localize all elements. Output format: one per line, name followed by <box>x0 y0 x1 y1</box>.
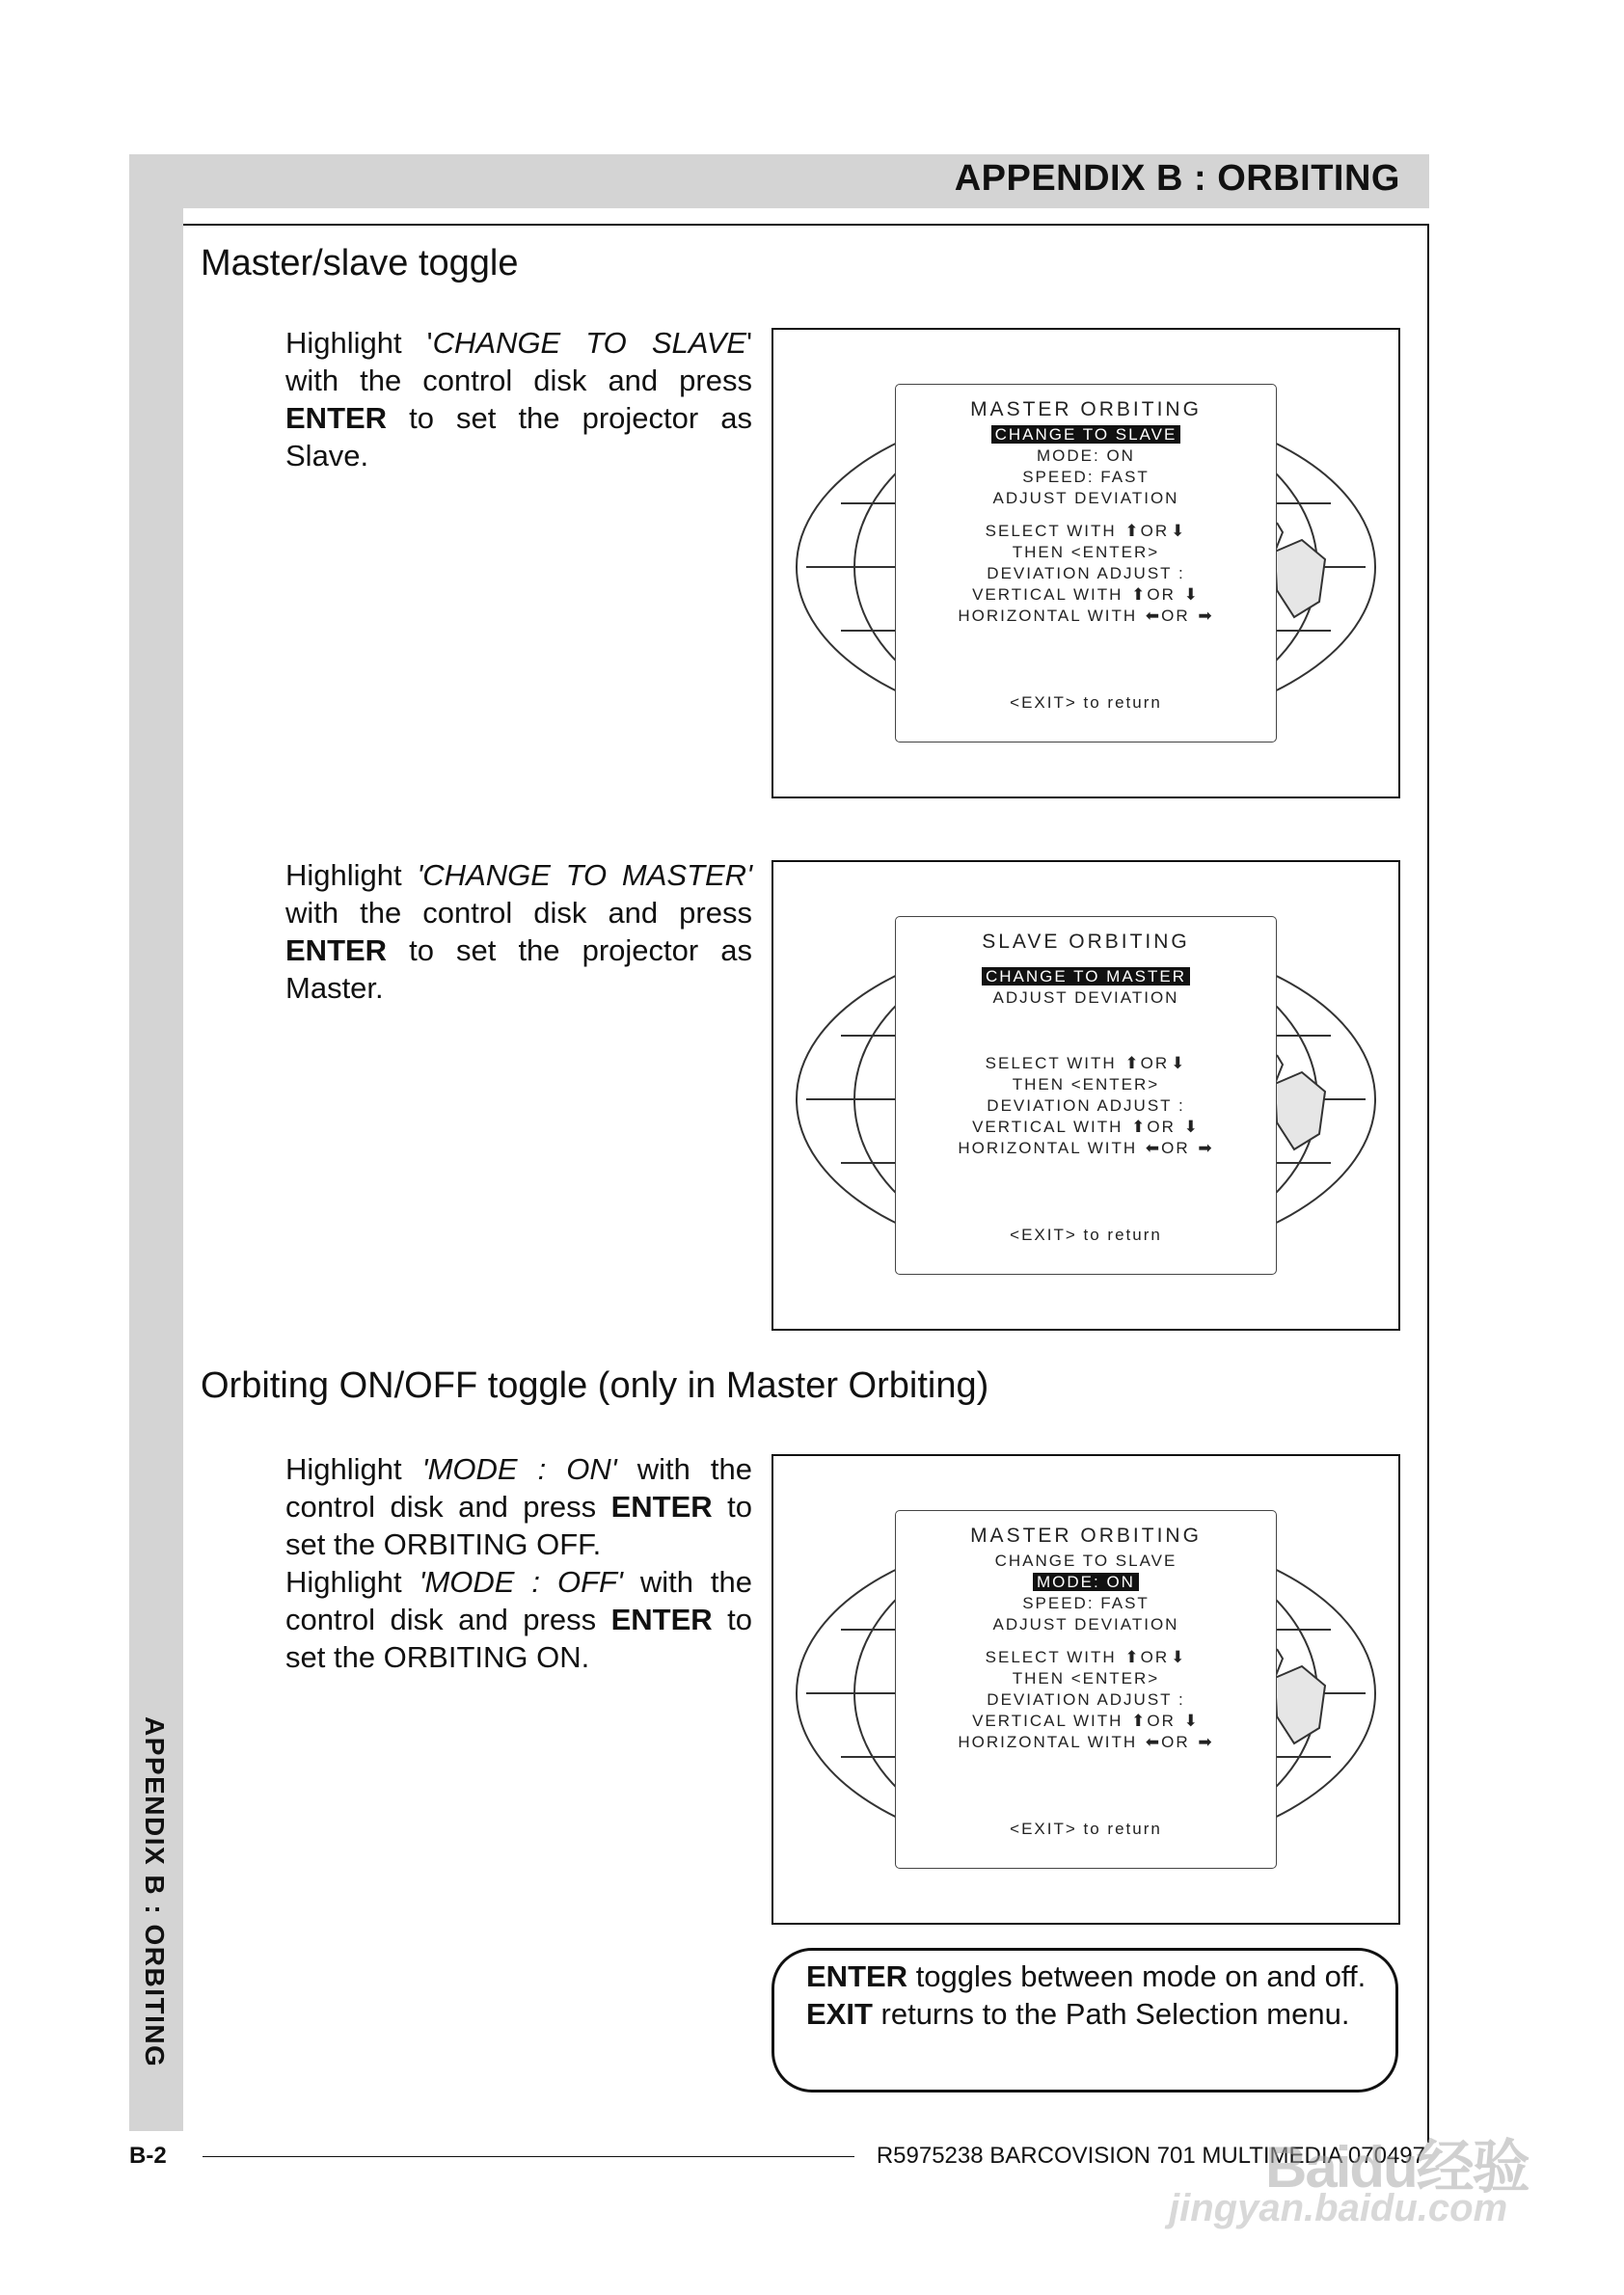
menu-title: MASTER ORBITING <box>970 1525 1202 1547</box>
note-callout-text: ENTER toggles between mode on and off. EXIT returns to the Path Selection menu. <box>806 1959 1367 2031</box>
menu-hint-select: SELECT WITH ⬆ OR ⬇ <box>985 522 1185 540</box>
menu-item-speed[interactable]: SPEED: FAST <box>1022 1594 1150 1612</box>
page-number: B-2 <box>129 2143 167 2169</box>
instruction-change-to-master: Highlight 'CHANGE TO MASTER' with the control disk and press ENTER to set the projector as Master. <box>285 858 752 1005</box>
footer-rule <box>203 2156 854 2157</box>
osd-figure-slave-orbiting <box>771 860 1400 1331</box>
right-arrow-icon: ➡ <box>1198 607 1212 625</box>
down-arrow-icon: ⬇ <box>1171 1648 1185 1666</box>
menu-item-change-to-slave[interactable]: CHANGE TO SLAVE <box>991 425 1181 444</box>
menu-exit-hint: <EXIT> to return <box>1010 693 1162 712</box>
menu-item-change-to-master[interactable]: CHANGE TO MASTER <box>982 967 1190 986</box>
menu-hint-then-enter: THEN <ENTER> <box>1012 1669 1160 1688</box>
right-arrow-icon: ➡ <box>1198 1139 1212 1157</box>
up-arrow-icon: ⬆ <box>1124 1648 1139 1666</box>
up-arrow-icon: ⬆ <box>1131 585 1146 604</box>
osd-figure-master-orbiting-mode <box>771 1454 1400 1925</box>
menu-item-adjust-deviation[interactable]: ADJUST DEVIATION <box>992 988 1179 1007</box>
menu-hint-select: SELECT WITH ⬆ OR ⬇ <box>985 1054 1185 1072</box>
up-arrow-icon: ⬆ <box>1131 1712 1146 1730</box>
menu-hint-vertical: VERTICAL WITH ⬆ OR ⬇ <box>972 1712 1198 1730</box>
left-arrow-icon: ⬅ <box>1145 607 1160 625</box>
menu-title: SLAVE ORBITING <box>982 931 1190 953</box>
menu-item-adjust-deviation[interactable]: ADJUST DEVIATION <box>992 489 1179 507</box>
menu-hint-horizontal: HORIZONTAL WITH ⬅ OR ➡ <box>958 1139 1212 1157</box>
menu-hint-then-enter: THEN <ENTER> <box>1012 1075 1160 1094</box>
instruction-change-to-slave: Highlight 'CHANGE TO SLAVE' with the control disk and press ENTER to set the projector as Slave. <box>285 326 752 472</box>
up-arrow-icon: ⬆ <box>1124 522 1139 540</box>
menu-exit-hint: <EXIT> to return <box>1010 1820 1162 1838</box>
menu-item-mode[interactable]: MODE: ON <box>1033 1573 1139 1591</box>
footer-document-reference: R5975238 BARCOVISION 701 MULTIMEDIA 070497 <box>876 2143 1425 2169</box>
osd-menu-master-orbiting-mode <box>895 1510 1277 1869</box>
menu-item-change-to-slave[interactable]: CHANGE TO SLAVE <box>994 1552 1177 1570</box>
menu-hint-horizontal: HORIZONTAL WITH ⬅ OR ➡ <box>958 1733 1212 1751</box>
down-arrow-icon: ⬇ <box>1171 1054 1185 1072</box>
down-arrow-icon: ⬇ <box>1171 522 1185 540</box>
down-arrow-icon: ⬇ <box>1183 585 1198 604</box>
menu-exit-hint: <EXIT> to return <box>1010 1226 1162 1244</box>
menu-hint-horizontal: HORIZONTAL WITH ⬅ OR ➡ <box>958 607 1212 625</box>
menu-hint-then-enter: THEN <ENTER> <box>1012 543 1160 561</box>
menu-item-adjust-deviation[interactable]: ADJUST DEVIATION <box>992 1615 1179 1634</box>
menu-hint-select: SELECT WITH ⬆ OR ⬇ <box>985 1648 1185 1666</box>
section-title-master-slave: Master/slave toggle <box>201 243 519 284</box>
menu-item-mode[interactable]: MODE: ON <box>1037 446 1135 465</box>
up-arrow-icon: ⬆ <box>1124 1054 1139 1072</box>
page-header-title: APPENDIX B : ORBITING <box>954 158 1400 199</box>
down-arrow-icon: ⬇ <box>1183 1118 1198 1136</box>
instruction-mode-toggle: Highlight 'MODE : ON' with the control disk and press ENTER to set the ORBITING OFF. Highlight 'MODE : OFF' with the control disk and press ENTER to set the ORBITING ON. <box>285 1452 752 1674</box>
watermark-logo: Baidu经验 <box>1265 2135 1529 2200</box>
section-title-orbiting-toggle: Orbiting ON/OFF toggle (only in Master Orbiting) <box>201 1365 989 1406</box>
osd-menu-master-orbiting <box>895 384 1277 742</box>
menu-hint-deviation-adjust: DEVIATION ADJUST : <box>987 1096 1185 1115</box>
right-arrow-icon: ➡ <box>1198 1733 1212 1751</box>
menu-item-speed[interactable]: SPEED: FAST <box>1022 468 1150 486</box>
down-arrow-icon: ⬇ <box>1183 1712 1198 1730</box>
menu-hint-vertical: VERTICAL WITH ⬆ OR ⬇ <box>972 585 1198 604</box>
watermark-url: jingyan.baidu.com <box>1169 2187 1508 2229</box>
menu-hint-vertical: VERTICAL WITH ⬆ OR ⬇ <box>972 1118 1198 1136</box>
osd-menu-slave-orbiting <box>895 916 1277 1275</box>
left-arrow-icon: ⬅ <box>1145 1733 1160 1751</box>
menu-hint-deviation-adjust: DEVIATION ADJUST : <box>987 564 1185 582</box>
left-arrow-icon: ⬅ <box>1145 1139 1160 1157</box>
menu-hint-deviation-adjust: DEVIATION ADJUST : <box>987 1690 1185 1709</box>
osd-figure-master-orbiting <box>771 328 1400 798</box>
sidebar-vertical-label: APPENDIX B : ORBITING <box>140 1716 170 2068</box>
menu-title: MASTER ORBITING <box>970 398 1202 420</box>
up-arrow-icon: ⬆ <box>1131 1118 1146 1136</box>
